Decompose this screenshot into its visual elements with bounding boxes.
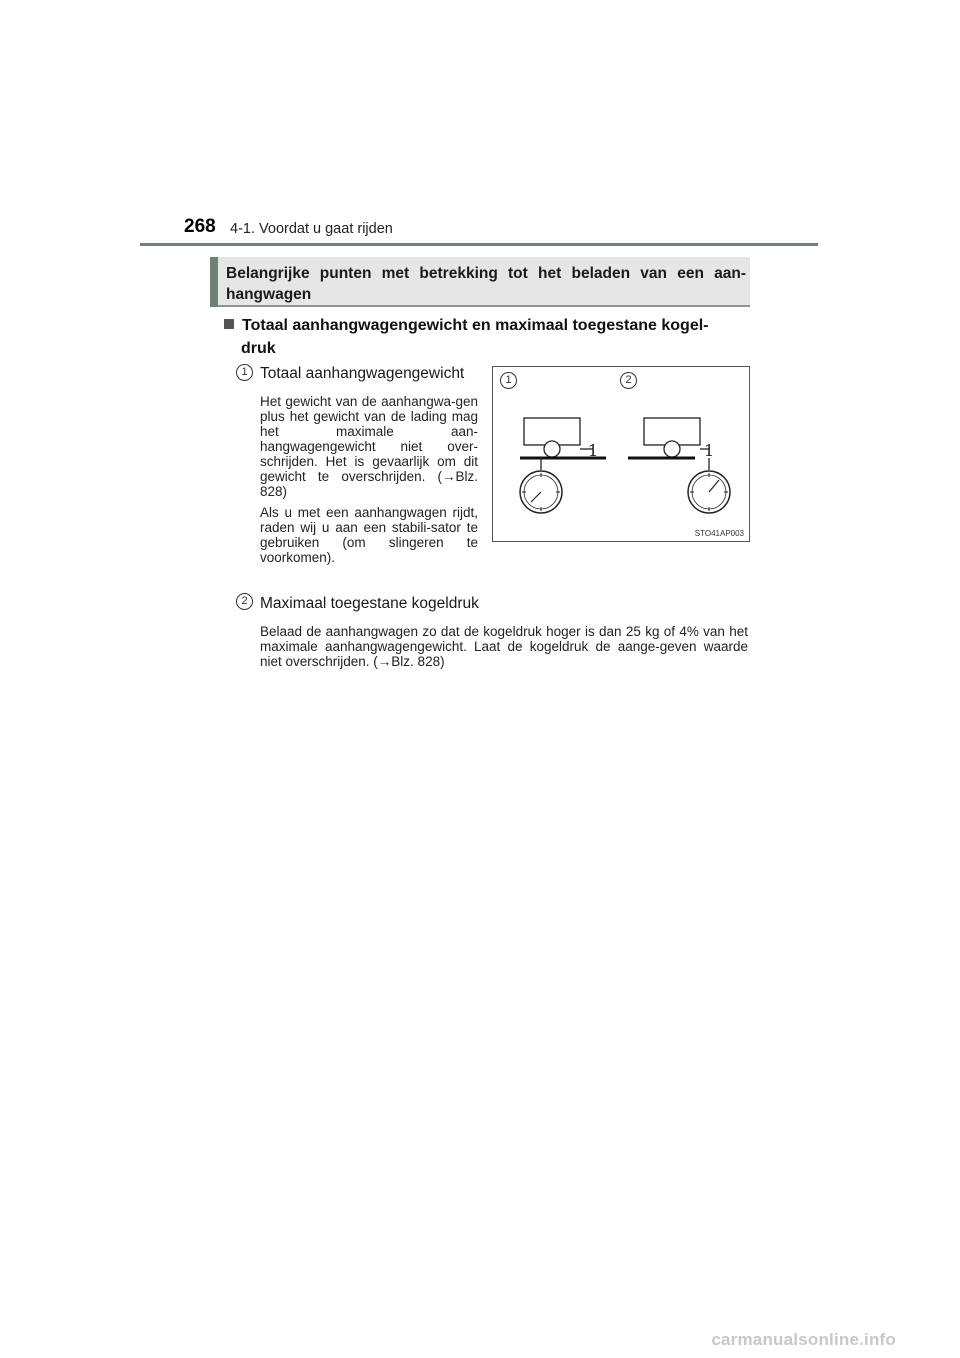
figure-label-2: 2: [620, 372, 637, 389]
watermark: carmanualsonline.info: [711, 1330, 896, 1349]
trailer-wheel-1: [544, 441, 560, 457]
topic-accent-bar: [210, 257, 218, 307]
item-title-1: Totaal aanhangwagengewicht: [260, 365, 465, 382]
page-number: 268: [184, 216, 216, 237]
item-title-2: Maximaal toegestane kogeldruk: [260, 595, 479, 612]
topic-title: Belangrijke punten met betrekking tot het beladen van een aan-hangwagen: [226, 265, 746, 303]
trailer-weight-figure: [492, 366, 750, 542]
topic-box: [210, 257, 750, 307]
item-1-paragraph-1: Het gewicht van de aanhangwa-gen plus het gewicht van de lading mag het maximale aan-hangwagengewicht niet over-schrijden. Het is gevaarlijk om dit gewicht te overschrijden. (→Blz. 828): [260, 394, 478, 499]
item-number-2: 2: [236, 593, 253, 610]
tow-ball-2: 1: [704, 441, 715, 460]
trailer-scale-illustration: [493, 367, 749, 541]
item-1-paragraph-2: Als u met een aanhangwagen rijdt, raden wij u aan een stabili-sator te gebruiken (om slingeren te voorkomen).: [260, 505, 478, 565]
item-body-2: [260, 624, 748, 669]
figure-code: STO41AP003: [694, 529, 744, 538]
section-path: 4-1. Voordat u gaat rijden: [230, 221, 393, 237]
square-bullet-icon: [224, 319, 234, 329]
subheading: [224, 314, 750, 360]
trailer-wheel-2: [664, 441, 680, 457]
header-rule: [140, 243, 818, 246]
subheading-line-1: Totaal aanhangwagengewicht en maximaal toegestane kogel-: [242, 317, 709, 334]
tow-ball-1: 1: [588, 441, 599, 460]
figure-label-1: 1: [500, 372, 517, 389]
item-2-paragraph-1: Belaad de aanhangwagen zo dat de kogeldruk hoger is dan 25 kg of 4% van het maximale aanhangwagengewicht. Laat de kogeldruk de aange-geven waarde niet overschrijden. (→Blz. 828): [260, 624, 748, 669]
item-number-1: 1: [236, 364, 253, 381]
item-body-1: [260, 394, 478, 565]
subheading-line-2: druk: [241, 340, 276, 357]
